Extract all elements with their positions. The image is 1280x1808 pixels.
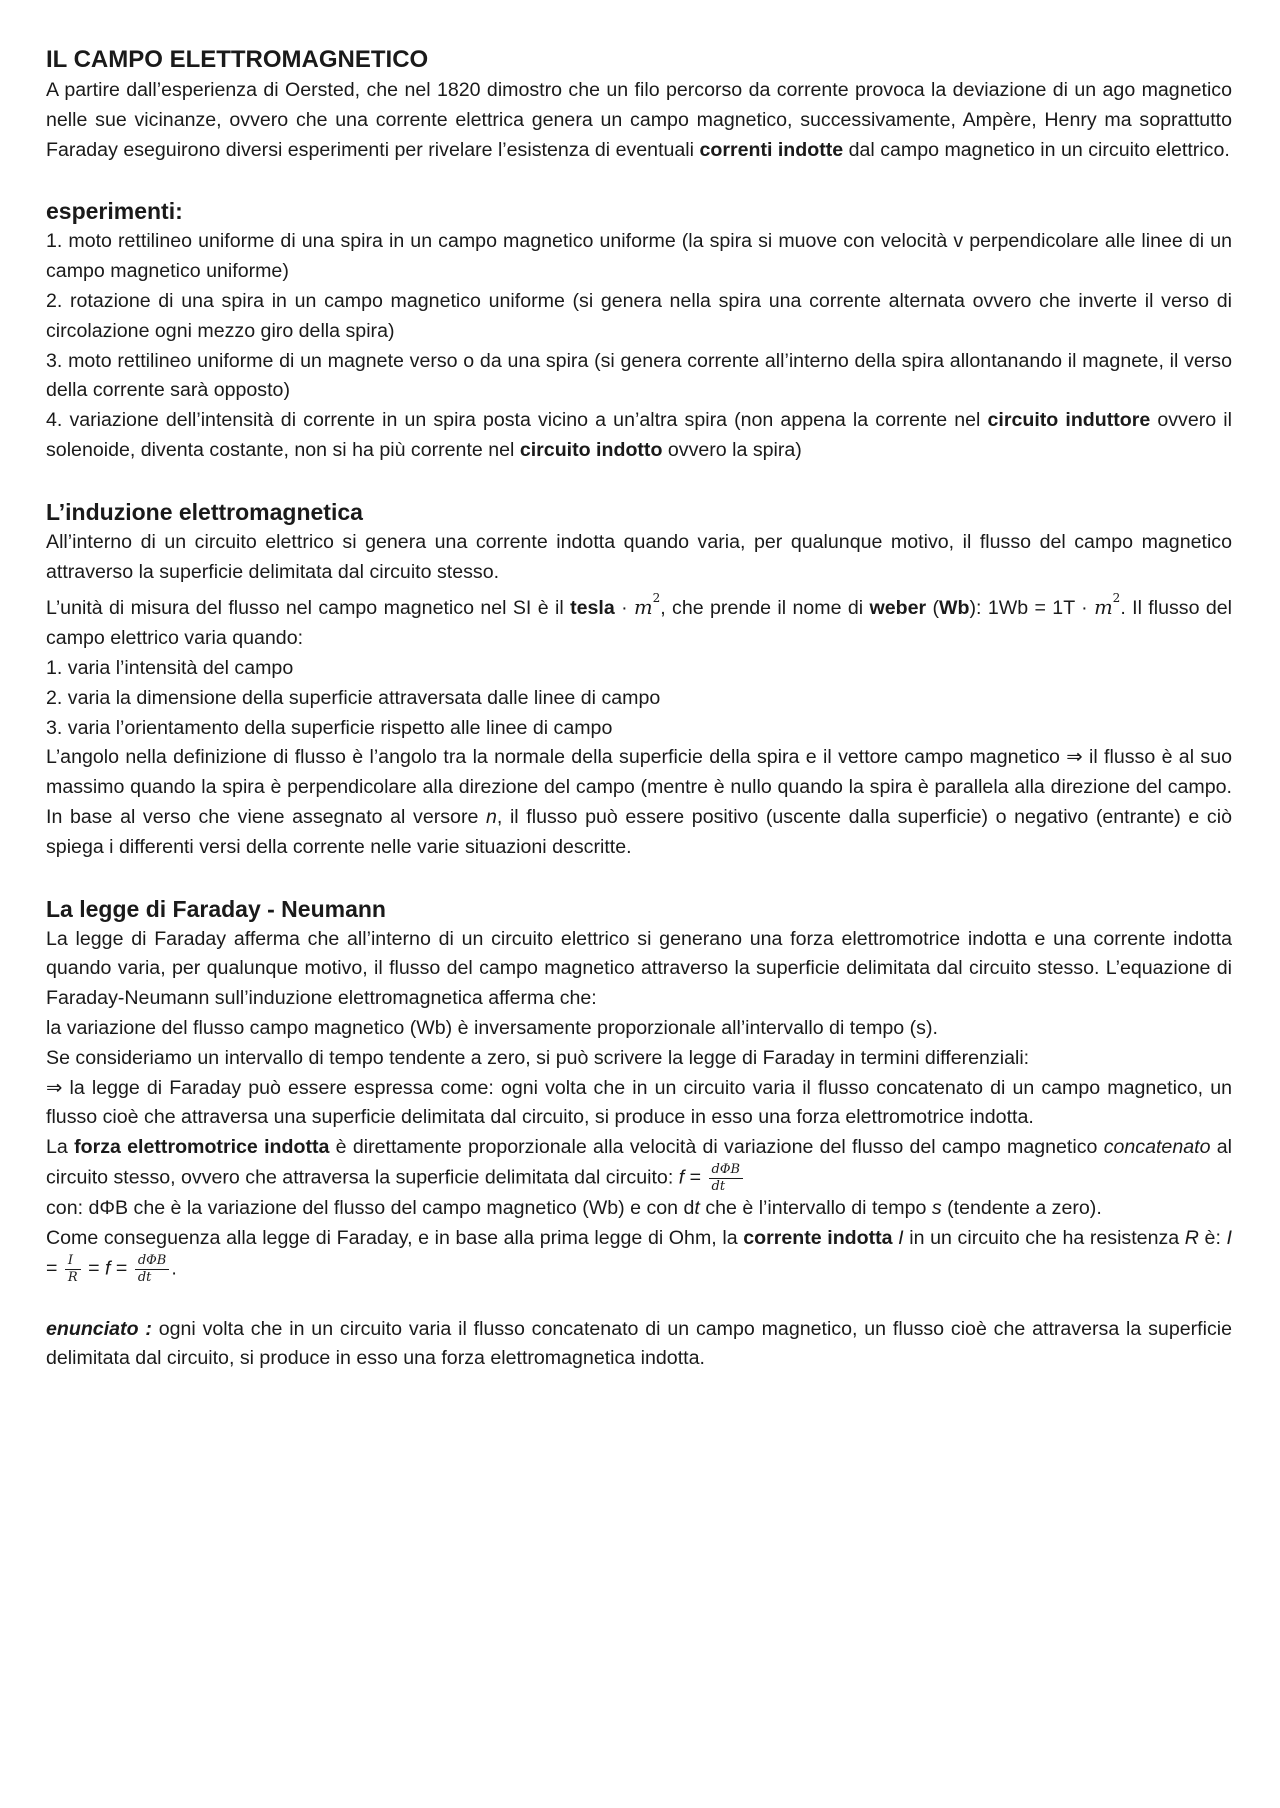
corrente-indotta-term: corrente indotta bbox=[743, 1226, 893, 1249]
flux-list-item-2: 2. varia la dimensione della superficie attraversata dalle linee di campo bbox=[46, 686, 661, 709]
formula-period: . bbox=[171, 1257, 177, 1280]
intro-text-2: dal campo magnetico in un circuito elettrico. bbox=[843, 138, 1230, 161]
faraday-paragraph-2: la variazione del flusso campo magnetico (Wb) è inversamente proporzionale all’intervallo di tempo (s). bbox=[46, 1016, 938, 1039]
faraday-p5-text-c: al circuito stesso, ovvero che attraversa la superficie delimitata dal circuito: bbox=[46, 1136, 1232, 1189]
formula-equals-2: = bbox=[82, 1257, 106, 1280]
faraday-p6-text-b: che è l’intervallo di tempo bbox=[699, 1196, 932, 1219]
formula-i: I bbox=[1226, 1226, 1232, 1249]
tesla-term: tesla bbox=[570, 597, 615, 620]
fraction-2-numerator: dΦB bbox=[135, 1254, 170, 1270]
formula-f: f bbox=[678, 1166, 685, 1189]
faraday-paragraph-6 bbox=[46, 1194, 1232, 1224]
faraday-paragraph-3: Se consideriamo un intervallo di tempo tendente a zero, si può scrivere la legge di Faraday in termini differenziali: bbox=[46, 1046, 1030, 1069]
formula-f-2: f bbox=[105, 1257, 111, 1280]
formula-fraction-2 bbox=[135, 1254, 170, 1285]
experiment-item-1: 1. moto rettilineo uniforme di una spira in un campo magnetico uniforme (la spira si muove con velocità v perpendicolare alle linee di un campo magnetico uniforme) bbox=[46, 230, 1232, 283]
unit-paren: ( bbox=[926, 597, 940, 620]
formula-equals: = bbox=[684, 1166, 707, 1189]
statement-label: enunciato : bbox=[46, 1317, 152, 1340]
fraction-2-denominator: dt bbox=[137, 1269, 152, 1285]
experiment-item-3: 3. moto rettilineo uniforme di un magnete verso o da una spira (si genera corrente all’interno della spira allontanando il magnete, il verso della corrente sarà opposto) bbox=[46, 349, 1232, 402]
faraday-p6-text-c: (tendente a zero). bbox=[941, 1196, 1102, 1219]
var-i: I bbox=[898, 1226, 904, 1249]
experiment-item-2: 2. rotazione di una spira in un campo magnetico uniforme (si genera nella spira una corrente alternata ovvero che inverte il verso di circolazione ogni mezzo giro della spira) bbox=[46, 289, 1232, 342]
induction-unit-paragraph bbox=[46, 593, 1232, 654]
experiment-item-4-text-d: ovvero la spira) bbox=[662, 438, 802, 461]
unit-exponent: 2 bbox=[652, 591, 661, 606]
formula-fraction-ir bbox=[65, 1254, 81, 1285]
flux-list-item-1: 1. varia l’intensità del campo bbox=[46, 656, 294, 679]
intro-text-1: A partire dall’esperienza di Oersted, che nel 1820 dimostro che un filo percorso da corrente provoca la deviazione di un ago magnetico nelle sue vicinanze, ovvero che una corrente elettrica genera un campo magnetico, successivamente, Ampère, Henry ma soprattutto Faraday eseguirono diversi esperimenti per rivelare l’esistenza di eventuali bbox=[46, 79, 1232, 161]
versor-n: n bbox=[485, 805, 497, 828]
document-title: IL CAMPO ELETTROMAGNETICO bbox=[46, 46, 429, 73]
fraction-ir-denominator: R bbox=[67, 1269, 78, 1285]
faraday-paragraph-5 bbox=[46, 1133, 1232, 1194]
fraction-ir-numerator: I bbox=[65, 1254, 81, 1270]
intro-bold-term: correnti indotte bbox=[699, 138, 844, 161]
experiment-item-4-text-c: ovvero il solenoide, diventa costante, non si ha più corrente nel bbox=[46, 409, 1232, 461]
faraday-p5-text-a: La bbox=[46, 1136, 75, 1159]
formula-equals-1: = bbox=[46, 1257, 63, 1280]
faraday-p6-text-a: con: dΦB che è la variazione del flusso del campo magnetico (Wb) e con d bbox=[46, 1196, 695, 1219]
concatenato-term: concatenato bbox=[1103, 1136, 1211, 1159]
intro-paragraph bbox=[46, 76, 1232, 165]
circuito-induttore-term: circuito induttore bbox=[987, 409, 1151, 432]
unit-text-c: ): 1Wb = 1T · bbox=[969, 597, 1095, 620]
unit-text-d: . Il flusso del campo elettrico varia quando: bbox=[46, 597, 1232, 650]
fem-indotta-term: forza elettromotrice indotta bbox=[74, 1136, 330, 1159]
formula-equals-3: = bbox=[110, 1257, 133, 1280]
faraday-p7-text-c: è: bbox=[1198, 1226, 1227, 1249]
fraction-numerator: dΦB bbox=[709, 1163, 744, 1179]
induction-paragraph-1: All’interno di un circuito elettrico si genera una corrente indotta quando varia, per qualunque motivo, il flusso del campo magnetico attraverso la superficie delimitata dal circuito stesso. bbox=[46, 530, 1232, 583]
unit-m-symbol: m bbox=[634, 596, 653, 620]
flux-list-item-3: 3. varia l’orientamento della superficie rispetto alle linee di campo bbox=[46, 716, 613, 739]
unit-text-b: , che prende il nome di bbox=[660, 597, 870, 620]
induction-paragraph-2 bbox=[46, 743, 1232, 862]
experiment-item-4-text-a: 4. variazione dell’intensità di corrente in un spira posta vicino a un’altra spira (non appena la corrente nel bbox=[46, 409, 988, 432]
faraday-paragraph-4: ⇒ la legge di Faraday può essere espressa come: ogni volta che in un circuito varia il flusso concatenato di un campo magnetico, un flusso cioè che attraversa una superficie delimitata dal circuito, si produce in esso una forza elettromotrice indotta. bbox=[46, 1076, 1232, 1129]
formula-fraction bbox=[709, 1163, 744, 1194]
document-page bbox=[46, 44, 1232, 1374]
experiment-item-4 bbox=[46, 406, 1232, 466]
induction-p2-text-a: L’angolo nella definizione di flusso è l’angolo tra la normale della superficie della spira e il vettore campo magnetico ⇒ il flusso è al suo massimo quando la spira è perpendicolare alla direzione del campo (mentre è nullo quando la spira è parallela alla direzione del campo. In base al verso che viene assegnato al versore bbox=[46, 746, 1232, 828]
faraday-p7-text-b: in un circuito che ha resistenza bbox=[903, 1226, 1185, 1249]
statement-paragraph bbox=[46, 1315, 1232, 1375]
statement-text: ogni volta che in un circuito varia il flusso concatenato di un campo magnetico, un flusso cioè che attraversa la superficie delimitata dal circuito, si produce in esso una forza elettromagnetica indotta. bbox=[46, 1317, 1232, 1370]
faraday-heading: La legge di Faraday - Neumann bbox=[46, 895, 386, 922]
unit-m-symbol-2: m bbox=[1094, 596, 1113, 620]
weber-term: weber bbox=[869, 597, 927, 620]
circuito-indotto-term: circuito indotto bbox=[519, 438, 663, 461]
wb-term: Wb bbox=[939, 597, 970, 620]
faraday-paragraph-1: La legge di Faraday afferma che all’interno di un circuito elettrico si generano una forza elettromotrice indotta e una corrente indotta quando varia, per qualunque motivo, il flusso del campo magnetico attraverso la superficie delimitata dal circuito stesso. L’equazione di Faraday-Neumann sull’induzione elettromagnetica afferma che: bbox=[46, 927, 1232, 1010]
faraday-p5-text-b: è direttamente proporzionale alla velocità di variazione del flusso del campo magnetico bbox=[329, 1136, 1104, 1159]
faraday-paragraph-7 bbox=[46, 1224, 1232, 1285]
unit-text-a: L’unità di misura del flusso nel campo magnetico nel SI è il bbox=[46, 597, 571, 620]
experiments-heading: esperimenti: bbox=[46, 198, 183, 225]
unit-dot: · bbox=[614, 597, 635, 620]
induction-heading: L’induzione elettromagnetica bbox=[46, 498, 363, 525]
faraday-p7-text-a: Come conseguenza alla legge di Faraday, e in base alla prima legge di Ohm, la bbox=[46, 1226, 744, 1249]
var-r: R bbox=[1184, 1226, 1199, 1249]
unit-exponent-2: 2 bbox=[1112, 591, 1121, 606]
var-t: t bbox=[694, 1196, 700, 1219]
var-s: s bbox=[931, 1196, 942, 1219]
induction-p2-text-b: , il flusso può essere positivo (uscente dalla superficie) o negativo (entrante) e ciò spiega i differenti versi della corrente nelle varie situazioni descritte. bbox=[46, 805, 1232, 858]
fraction-denominator: dt bbox=[711, 1178, 726, 1194]
